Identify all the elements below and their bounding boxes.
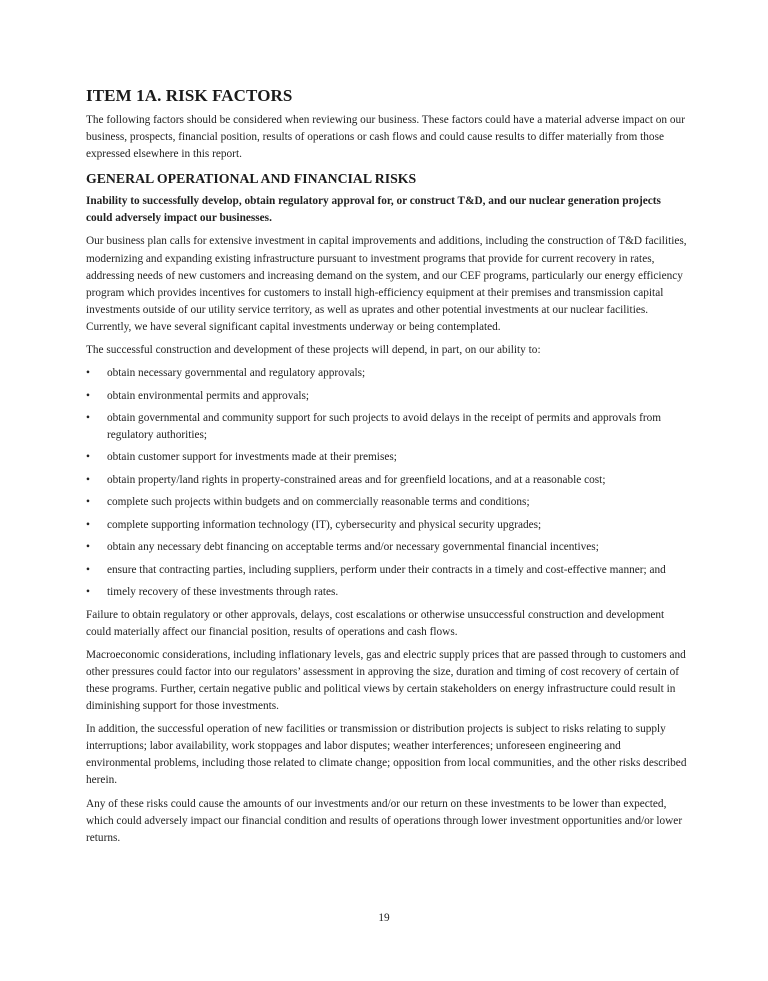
page-number: 19 <box>378 912 390 924</box>
paragraph-investment-impact: Any of these risks could cause the amounts of our investments and/or our return on these investments to be lower than expected, which could adversely impact our financial condition and results of operations through lower investment opportunities and/or lower returns. <box>86 797 683 844</box>
section-heading: GENERAL OPERATIONAL AND FINANCIAL RISKS <box>86 171 417 187</box>
paragraph-business-plan: Our business plan calls for extensive investment in capital improvements and additions, including the construction of T&D facilities, modernizing and expanding existing infrastructure pursuant to investment programs that provide for current recovery in rates, addressing needs of new customers and increasing demand on the system, and our CEF programs, particularly our energy efficiency program which provides incentives for customers to install high-efficiency equipment at their premises and transmission capital investments outside of our utility service territory, as well as uprates and other potential investments at our nuclear facilities. Currently, we have several significant capital investments underway or being contemplated. <box>86 235 687 333</box>
list-item: • timely recovery of these investments through rates. <box>86 584 688 601</box>
list-item: • obtain customer support for investments made at their premises; <box>86 449 688 466</box>
bullet-icon: • <box>86 541 90 554</box>
list-item: • obtain necessary governmental and regulatory approvals; <box>86 365 688 382</box>
bullet-icon: • <box>86 412 90 425</box>
bullet-icon: • <box>86 496 90 509</box>
risk-title: Inability to successfully develop, obtain regulatory approval for, or construct T&D, and our nuclear generation projects could adversely impact our businesses. <box>86 195 661 225</box>
paragraph-operation-risks: In addition, the successful operation of new facilities or transmission or distribution projects is subject to risks relating to supply interruptions; labor availability, work stoppages and labor disputes; weather interferences; unforeseen engineering and environmental problems, including those related to climate change; opposition from local communities, and the other risks described herein. <box>86 723 687 787</box>
bullet-icon: • <box>86 518 90 531</box>
bullet-icon: • <box>86 367 90 380</box>
list-item: • complete supporting information technology (IT), cybersecurity and physical security upgrades; <box>86 517 688 534</box>
ability-list <box>86 365 688 601</box>
paragraph-macroeconomic: Macroeconomic considerations, including inflationary levels, gas and electric supply prices that are passed through to customers and other pressures could factor into our regulators’ assessment in approving the size, duration and timing of cost recovery of certain of these programs. Further, certain negative public and political views by certain stakeholders on energy infrastructure could result in diminishing support for those investments. <box>86 648 686 713</box>
bullet-icon: • <box>86 586 90 599</box>
bullet-icon: • <box>86 473 90 486</box>
item-heading: ITEM 1A. RISK FACTORS <box>86 86 293 105</box>
intro-paragraph: The following factors should be considered when reviewing our business. These factors could have a material adverse impact on our business, prospects, financial position, results of operations or cash flows and could cause results to differ materially from those expressed elsewhere in this report. <box>86 114 685 161</box>
bullet-icon: • <box>86 451 90 464</box>
paragraph-ability-intro: The successful construction and development of these projects will depend, in part, on our ability to: <box>86 344 541 357</box>
list-item: • obtain environmental permits and approvals; <box>86 388 688 405</box>
list-item: • obtain governmental and community support for such projects to avoid delays in the receipt of permits and approvals from regulatory authorities; <box>86 412 662 441</box>
bullet-icon: • <box>86 563 90 576</box>
list-item: • obtain any necessary debt financing on acceptable terms and/or necessary governmental financial incentives; <box>86 539 688 556</box>
list-item: • ensure that contracting parties, including suppliers, perform under their contracts in a timely and cost-effective manner; and <box>86 562 688 579</box>
bullet-icon: • <box>86 389 90 402</box>
list-item: • obtain property/land rights in property-constrained areas and for greenfield locations, and at a reasonable cost; <box>86 472 688 489</box>
list-item: • complete such projects within budgets and on commercially reasonable terms and conditions; <box>86 494 688 511</box>
paragraph-failure: Failure to obtain regulatory or other approvals, delays, cost escalations or otherwise unsuccessful construction and development could materially affect our financial position, results of operations and cash flows. <box>86 608 665 638</box>
